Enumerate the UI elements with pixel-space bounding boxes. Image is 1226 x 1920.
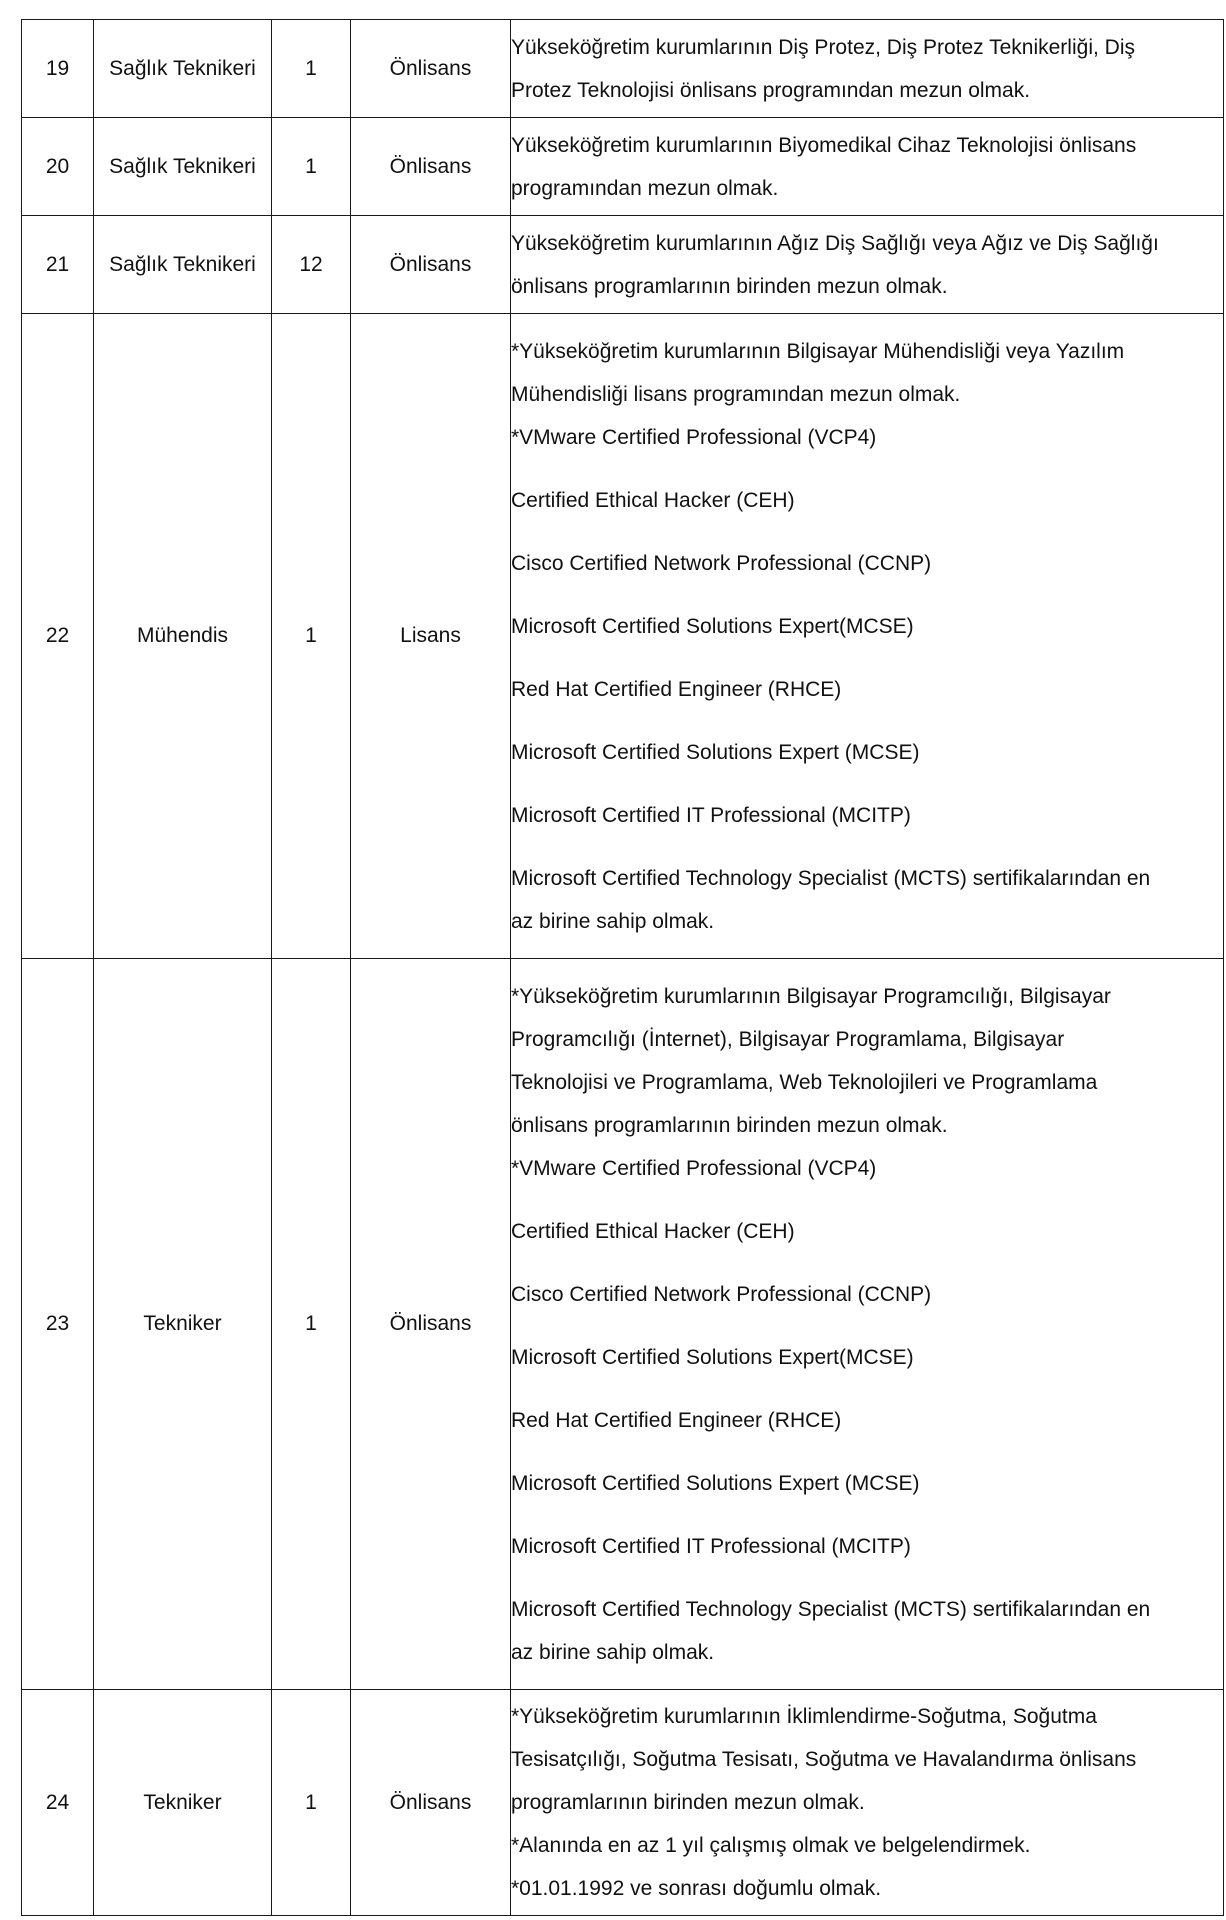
row-number: 22 [22, 314, 94, 959]
position-title: Sağlık Teknikeri [94, 20, 272, 118]
requirement-line: *Yükseköğretim kurumlarının Bilgisayar Programcılığı, Bilgisayar [511, 984, 1111, 1008]
requirements-cell [511, 1690, 1224, 1916]
requirement-line: Protez Teknolojisi önlisans programından mezun olmak. [511, 78, 1031, 102]
requirement-line: Programcılığı (İnternet), Bilgisayar Programlama, Bilgisayar [511, 1027, 1065, 1051]
requirement-line: Yükseköğretim kurumlarının Biyomedikal Cihaz Teknolojisi önlisans [511, 133, 1137, 157]
row-number: 24 [22, 1690, 94, 1916]
positions-table [21, 19, 1224, 1916]
requirement-line: Red Hat Certified Engineer (RHCE) [511, 1408, 842, 1432]
education-level: Lisans [351, 314, 511, 959]
position-count: 1 [272, 20, 351, 118]
requirement-line: *Yükseköğretim kurumlarının İklimlendirme-Soğutma, Soğutma [511, 1705, 1097, 1728]
requirements-cell [511, 118, 1224, 216]
requirement-line: Yükseköğretim kurumlarının Ağız Diş Sağlığı veya Ağız ve Diş Sağlığı [511, 231, 1159, 255]
requirements-cell [511, 20, 1224, 118]
position-count: 1 [272, 959, 351, 1690]
requirement-line: *01.01.1992 ve sonrası doğumlu olmak. [511, 1877, 882, 1900]
requirement-line: Mühendisliği lisans programından mezun olmak. [511, 382, 961, 406]
requirement-line: Red Hat Certified Engineer (RHCE) [511, 677, 842, 701]
position-count: 1 [272, 314, 351, 959]
requirement-line: Microsoft Certified Solutions Expert (MCSE) [511, 740, 920, 764]
requirement-line: Certified Ethical Hacker (CEH) [511, 1219, 795, 1243]
requirements-cell [511, 959, 1224, 1690]
education-level: Önlisans [351, 216, 511, 314]
requirement-line: Certified Ethical Hacker (CEH) [511, 488, 795, 512]
position-title: Tekniker [94, 959, 272, 1690]
requirement-line: Cisco Certified Network Professional (CCNP) [511, 551, 932, 575]
requirement-line: az birine sahip olmak. [511, 909, 715, 933]
requirement-line: Microsoft Certified Solutions Expert(MCSE) [511, 1345, 914, 1369]
position-title: Tekniker [94, 1690, 272, 1916]
requirement-line: *Yükseköğretim kurumlarının Bilgisayar Mühendisliği veya Yazılım [511, 339, 1125, 363]
position-title: Sağlık Teknikeri [94, 118, 272, 216]
requirement-line: Microsoft Certified Solutions Expert(MCSE) [511, 614, 914, 638]
position-count: 1 [272, 1690, 351, 1916]
requirement-line: Microsoft Certified Technology Specialist (MCTS) sertifikalarından en [511, 866, 1151, 890]
table-row [22, 314, 1224, 959]
row-number: 21 [22, 216, 94, 314]
position-title: Sağlık Teknikeri [94, 216, 272, 314]
row-number: 19 [22, 20, 94, 118]
requirement-line: *VMware Certified Professional (VCP4) [511, 425, 877, 449]
table-row [22, 959, 1224, 1690]
requirement-line: Microsoft Certified Solutions Expert (MCSE) [511, 1471, 920, 1495]
row-number: 23 [22, 959, 94, 1690]
position-title: Mühendis [94, 314, 272, 959]
requirement-line: *VMware Certified Professional (VCP4) [511, 1156, 877, 1180]
education-level: Önlisans [351, 1690, 511, 1916]
requirement-line: önlisans programlarının birinden mezun olmak. [511, 274, 948, 298]
requirement-line: *Alanında en az 1 yıl çalışmış olmak ve belgelendirmek. [511, 1834, 1031, 1857]
requirement-line: Microsoft Certified Technology Specialist (MCTS) sertifikalarından en [511, 1597, 1151, 1621]
requirement-line: Yükseköğretim kurumlarının Diş Protez, Diş Protez Teknikerliği, Diş [511, 35, 1135, 59]
table-row [22, 118, 1224, 216]
row-number: 20 [22, 118, 94, 216]
requirement-line: programlarının birinden mezun olmak. [511, 1791, 865, 1814]
requirement-line: programından mezun olmak. [511, 176, 779, 200]
requirement-line: Teknolojisi ve Programlama, Web Teknolojileri ve Programlama [511, 1070, 1098, 1094]
requirement-line: Cisco Certified Network Professional (CCNP) [511, 1282, 932, 1306]
education-level: Önlisans [351, 20, 511, 118]
education-level: Önlisans [351, 959, 511, 1690]
requirement-line: az birine sahip olmak. [511, 1640, 715, 1664]
document-page [21, 19, 1224, 1916]
requirement-line: Microsoft Certified IT Professional (MCITP) [511, 1534, 911, 1558]
requirement-line: Tesisatçılığı, Soğutma Tesisatı, Soğutma ve Havalandırma önlisans [511, 1748, 1137, 1771]
table-row [22, 20, 1224, 118]
requirement-line: önlisans programlarının birinden mezun olmak. [511, 1113, 948, 1137]
table-row [22, 1690, 1224, 1916]
position-count: 12 [272, 216, 351, 314]
requirement-line: Microsoft Certified IT Professional (MCITP) [511, 803, 911, 827]
table-row [22, 216, 1224, 314]
education-level: Önlisans [351, 118, 511, 216]
requirements-cell [511, 216, 1224, 314]
position-count: 1 [272, 118, 351, 216]
requirements-cell [511, 314, 1224, 959]
